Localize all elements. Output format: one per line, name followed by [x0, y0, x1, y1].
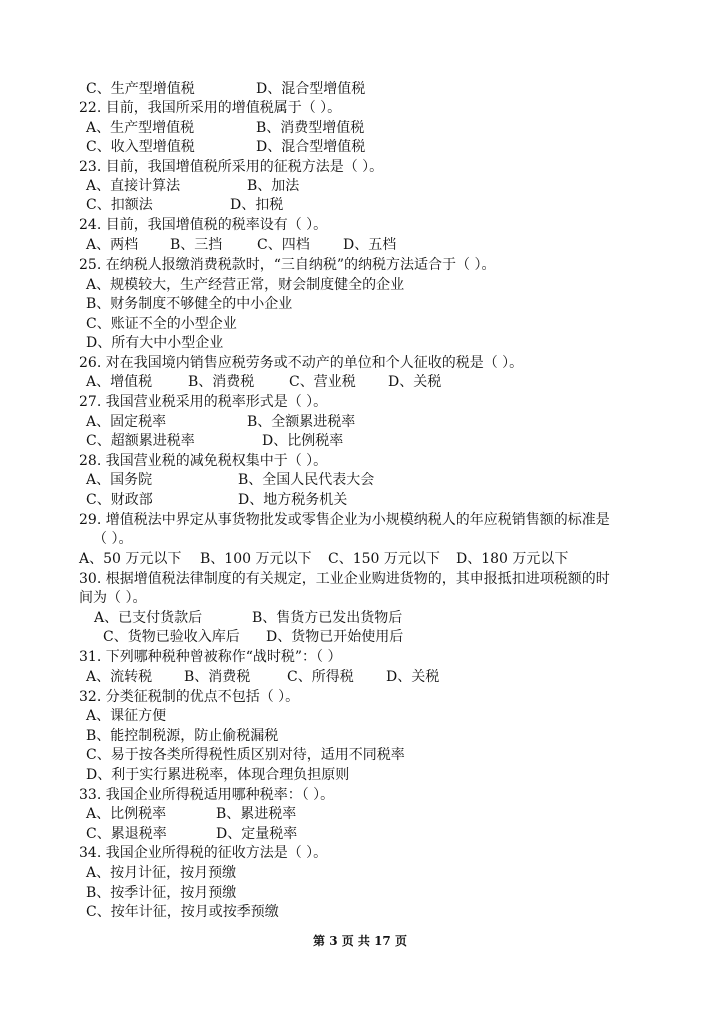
option-text: D、关税 — [386, 669, 440, 685]
line-text: 26. 对在我国境内销售应税劳务或不动产的单位和个人征收的税是（ ）。 — [79, 355, 524, 371]
option-text: D、定量税率 — [216, 826, 298, 842]
option-text: D、关税 — [388, 374, 442, 390]
option-text: C、四档 — [257, 237, 310, 253]
option-text: C、货物已验收入库后 — [103, 629, 240, 645]
line-text: A、课征方便 — [86, 708, 167, 724]
option-text: B、全国人民代表大会 — [238, 472, 375, 488]
option-text: C、扣额法 — [86, 197, 153, 213]
line-text: 33. 我国企业所得税适用哪种税率：（ ）。 — [79, 787, 335, 803]
line-text: D、利于实行累进税率，体现合理负担原则 — [86, 767, 350, 783]
option-text: B、售货方已发出货物后 — [252, 610, 403, 626]
option-text: B、消费型增值税 — [256, 120, 365, 136]
line-text: A、规模较大，生产经营正常，财会制度健全的企业 — [86, 277, 405, 293]
option-text: A、比例税率 — [86, 806, 167, 822]
option-text: D、货物已开始使用后 — [266, 629, 404, 645]
line-text: C、按年计征，按月或按季预缴 — [86, 904, 279, 920]
option-text: A、流转税 — [86, 669, 153, 685]
option-text: C、累退税率 — [86, 826, 167, 842]
line-text: A、按月计征，按月预缴 — [86, 865, 237, 881]
option-text: C、150 万元以下 — [328, 551, 440, 567]
line-text: 30. 根据增值税法律制度的有关规定，工业企业购进货物的，其申报抵扣进项税额的时 — [79, 571, 610, 587]
line-text: B、按季计征，按月预缴 — [86, 885, 237, 901]
line-text: 29. 增值税法中界定从事货物批发或零售企业为小规模纳税人的年应税销售额的标准是 — [79, 512, 610, 528]
option-text: A、50 万元以下 — [79, 551, 182, 567]
option-text: D、混合型增值税 — [256, 139, 366, 155]
option-text: B、全额累进税率 — [247, 414, 356, 430]
line-text: C、易于按各类所得税性质区别对待，适用不同税率 — [86, 747, 405, 763]
line-text: 间为（ ）。 — [79, 590, 147, 606]
option-text: D、比例税率 — [262, 433, 344, 449]
option-text: B、三挡 — [170, 237, 223, 253]
option-text: A、生产型增值税 — [86, 120, 195, 136]
option-text: D、扣税 — [230, 197, 284, 213]
line-text: 27. 我国营业税采用的税率形式是（ ）。 — [79, 394, 328, 410]
option-text: C、营业税 — [289, 374, 356, 390]
option-text: C、超额累进税率 — [86, 433, 195, 449]
option-text: D、地方税务机关 — [238, 492, 348, 508]
line-text: 34. 我国企业所得税的征收方法是（ ）。 — [79, 845, 328, 861]
option-text: B、累进税率 — [216, 806, 297, 822]
line-text: D、所有大中小型企业 — [86, 335, 224, 351]
line-text: （ ）。 — [93, 531, 133, 547]
option-text: D、180 万元以下 — [456, 551, 569, 567]
option-text: D、五档 — [343, 237, 397, 253]
line-text: 28. 我国营业税的减免税权集中于（ ）。 — [79, 453, 328, 469]
line-text: 24. 目前，我国增值税的税率设有（ ）。 — [79, 217, 328, 233]
page-footer: 第 3 页 共 17 页 — [313, 934, 407, 948]
line-text: 23. 目前，我国增值税所采用的征税方法是（ ）。 — [79, 159, 384, 175]
option-text: C、财政部 — [86, 492, 153, 508]
line-text: 32. 分类征税制的优点不包括（ ）。 — [79, 689, 300, 705]
option-text: A、两档 — [86, 237, 139, 253]
line-text: 31. 下列哪种税种曾被称作“战时税”：（ ） — [79, 649, 342, 665]
line-text: B、能控制税源，防止偷税漏税 — [86, 728, 279, 744]
option-text: A、增值税 — [86, 374, 153, 390]
option-text: A、已支付货款后 — [94, 610, 203, 626]
option-text: B、100 万元以下 — [200, 551, 312, 567]
option-text: A、直接计算法 — [86, 178, 181, 194]
line-text: C、账证不全的小型企业 — [86, 316, 237, 332]
line-text: B、财务制度不够健全的中小企业 — [86, 296, 293, 312]
option-text: A、国务院 — [86, 472, 153, 488]
option-text: C、收入型增值税 — [86, 139, 195, 155]
line-text: 25. 在纳税人报缴消费税款时，“三自纳税”的纳税方法适合于（ ）。 — [79, 257, 496, 273]
option-text: C、所得税 — [287, 669, 354, 685]
option-text: B、加法 — [247, 178, 300, 194]
line-text: 22. 目前，我国所采用的增值税属于（ ）。 — [79, 100, 342, 116]
option-text: C、生产型增值税 — [86, 81, 195, 97]
option-text: A、固定税率 — [86, 414, 167, 430]
option-text: B、消费税 — [188, 374, 255, 390]
option-text: D、混合型增值税 — [256, 81, 366, 97]
option-text: B、消费税 — [184, 669, 251, 685]
